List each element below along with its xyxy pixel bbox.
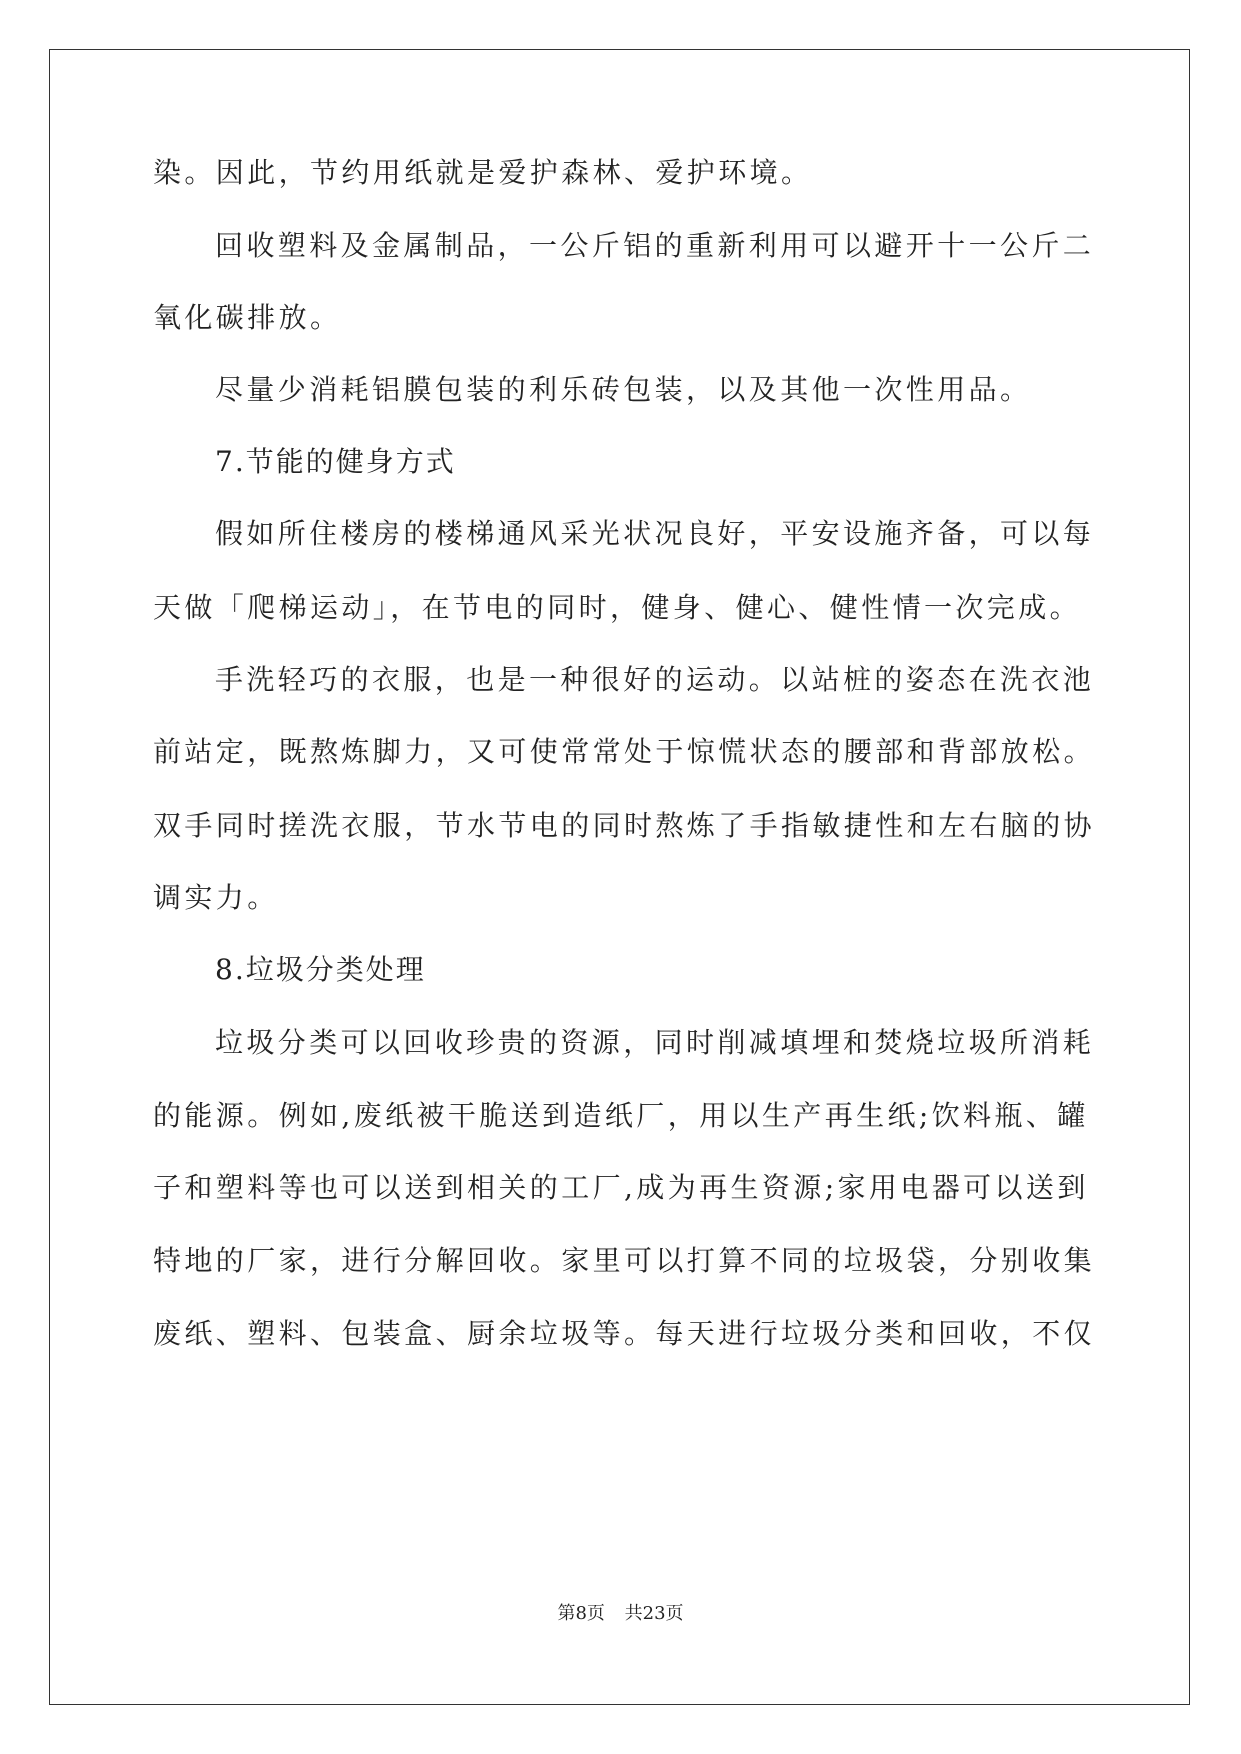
paragraph-line-17: 废纸、塑料、包装盒、厨余垃圾等。每天进行垃圾分类和回收，不仅 — [153, 1317, 1096, 1350]
section-heading-7: 7.节能的健身方式 — [215, 445, 456, 478]
paragraph-line-9: 前站定，既熬炼脚力，又可使常常处于惊慌状态的腰部和背部放松。 — [153, 735, 1096, 768]
paragraph-line-7: 天做「爬梯运动」，在节电的同时，健身、健心、健性情一次完成。 — [153, 591, 1082, 624]
page-number: 第8页 — [557, 1603, 605, 1624]
paragraph-line-13: 垃圾分类可以回收珍贵的资源，同时削减填埋和焚烧垃圾所消耗 — [215, 1026, 1095, 1059]
paragraph-line-2: 回收塑料及金属制品，一公斤铝的重新利用可以避开十一公斤二 — [215, 229, 1095, 262]
paragraph-line-15: 子和塑料等也可以送到相关的工厂,成为再生资源;家用电器可以送到 — [153, 1171, 1089, 1204]
paragraph-line-3: 氧化碳排放。 — [153, 301, 342, 334]
page-total: 共23页 — [624, 1603, 684, 1624]
paragraph-line-14: 的能源。例如,废纸被干脆送到造纸厂，用以生产再生纸;饮料瓶、罐 — [153, 1099, 1089, 1132]
paragraph-line-4: 尽量少消耗铝膜包装的利乐砖包装，以及其他一次性用品。 — [215, 373, 1032, 406]
section-heading-8: 8.垃圾分类处理 — [215, 953, 426, 986]
paragraph-line-10: 双手同时搓洗衣服，节水节电的同时熬炼了手指敏捷性和左右脑的协 — [153, 809, 1096, 842]
paragraph-line-16: 特地的厂家，进行分解回收。家里可以打算不同的垃圾袋，分别收集 — [153, 1244, 1096, 1277]
paragraph-line-8: 手洗轻巧的衣服，也是一种很好的运动。以站桩的姿态在洗衣池 — [215, 663, 1095, 696]
page-footer — [0, 1602, 1241, 1626]
paragraph-line-11: 调实力。 — [153, 881, 279, 914]
paragraph-line-6: 假如所住楼房的楼梯通风采光状况良好，平安设施齐备，可以每 — [215, 517, 1095, 550]
paragraph-line-1: 染。因此，节约用纸就是爱护森林、爱护环境。 — [153, 156, 813, 189]
